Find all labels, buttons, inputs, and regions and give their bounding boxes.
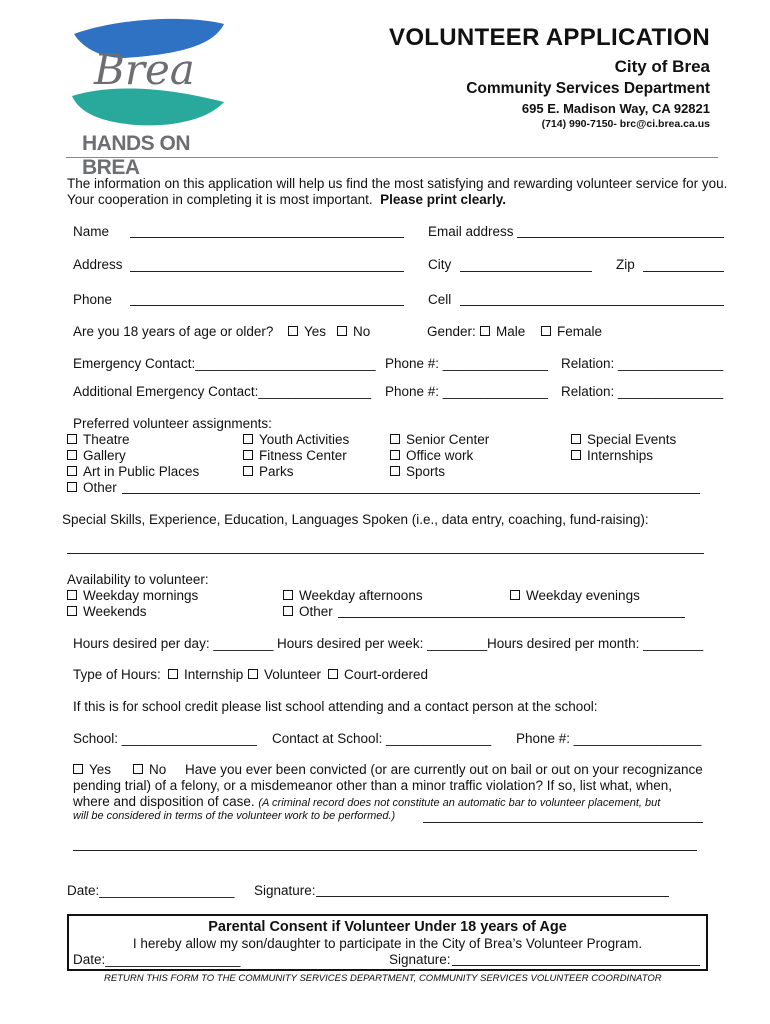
checkbox-icon[interactable] [133,764,143,774]
assignment-label: Parks [259,464,294,479]
checkbox-icon[interactable] [283,606,293,616]
cell-label: Cell [428,292,452,307]
additional-relation-field[interactable]: Relation: ______________ [561,384,724,399]
checkbox-icon[interactable] [571,434,581,444]
checkbox-icon[interactable] [337,326,347,336]
hours-per-day-field[interactable]: Hours desired per day: ________ [73,636,274,651]
checkbox-icon[interactable] [283,590,293,600]
hands-on-brea-logo [64,14,234,179]
avail-weekday-afternoons[interactable] [283,588,423,603]
assignment-label: Gallery [83,448,126,463]
conviction-yes-label: Yes [89,762,112,777]
checkbox-icon[interactable] [243,466,253,476]
department-name: Community Services Department [466,80,710,97]
checkbox-icon[interactable] [248,669,258,679]
assignment-sports[interactable] [390,464,445,479]
conviction-note-2: will be considered in terms of the volunteer work to be performed.) [73,810,396,822]
type-label: Court-ordered [344,667,429,682]
phone-field[interactable] [130,305,404,306]
checkbox-icon[interactable] [67,482,77,492]
assignment-internships[interactable] [571,448,653,463]
emergency-relation-field[interactable]: Relation: ______________ [561,356,724,371]
type-of-hours-label: Type of Hours: [73,667,161,682]
assignment-label: Other [83,480,117,495]
avail-weekday-evenings[interactable] [510,588,640,603]
hours-per-month-field[interactable]: Hours desired per month: ________ [487,636,704,651]
type-internship[interactable] [168,667,243,682]
school-credit-question: If this is for school credit please list school attending and a contact person at the school: [73,699,598,714]
hands-logo-icon [64,14,234,134]
age-yes-label: Yes [304,324,327,339]
assignment-youth[interactable] [243,432,349,447]
assignment-label: Special Events [587,432,677,447]
assignment-fitness[interactable] [243,448,347,463]
emergency-phone-field[interactable]: Phone #: ______________ [385,356,548,371]
hours-per-week-field[interactable]: Hours desired per week: ________ [277,636,488,651]
assignment-label: Theatre [83,432,130,447]
assignment-art[interactable] [67,464,199,479]
assignment-label: Youth Activities [259,432,350,447]
age-question: Are you 18 years of age or older? [73,324,274,339]
assignment-label: Sports [406,464,446,479]
address-label: Address [73,257,123,272]
conviction-question-2: pending trial) of a felony, or a misdemeanor other than a minor traffic violation? If so, list what, when, [73,778,673,793]
svg-text:Brea: Brea [94,45,195,94]
conviction-details-field[interactable] [73,850,697,851]
checkbox-icon[interactable] [67,466,77,476]
assignment-parks[interactable] [243,464,294,479]
additional-phone-field[interactable]: Phone #: ______________ [385,384,548,399]
checkbox-icon[interactable] [243,450,253,460]
assignment-other[interactable] [67,480,117,495]
assignment-label: Senior Center [406,432,490,447]
checkbox-icon[interactable] [73,764,83,774]
assignment-other-field[interactable] [122,493,700,494]
availability-label: Weekends [83,604,147,619]
checkbox-icon[interactable] [243,434,253,444]
type-volunteer[interactable] [248,667,321,682]
city-field[interactable] [460,271,592,272]
signature-field[interactable] [316,896,669,897]
parental-consent-text: I hereby allow my son/daughter to participate in the City of Brea’s Volunteer Program. [132,936,643,951]
age-no-option[interactable] [337,324,370,339]
assignment-gallery[interactable] [67,448,126,463]
type-court-ordered[interactable] [328,667,428,682]
gender-label: Gender: [427,324,476,339]
intro-line-2-bold: Please print clearly. [380,192,506,207]
city-name: City of Brea [614,57,710,76]
logo-tagline: HANDS ON BREA [82,132,191,179]
intro-line-2 [67,192,506,207]
assignment-theatre[interactable] [67,432,130,447]
parental-signature-label: Signature: [389,952,451,967]
emergency-contact-field[interactable]: Emergency Contact:________________________ [73,356,376,371]
department-address: 695 E. Madison Way, CA 92821 [521,101,710,116]
availability-label: Other [299,604,333,619]
checkbox-icon[interactable] [510,590,520,600]
assignments-heading: Preferred volunteer assignments: [73,416,272,431]
name-field[interactable] [130,237,404,238]
assignment-special-events[interactable] [571,432,676,447]
footer-note: RETURN THIS FORM TO THE COMMUNITY SERVICES DEPARTMENT, COMMUNITY SERVICES VOLUNTEER COORDINATOR [104,973,662,984]
department-contact: (714) 990-7150- brc@ci.brea.ca.us [541,118,710,130]
avail-other-field[interactable] [338,617,685,618]
assignment-office[interactable] [390,448,473,463]
assignment-label: Internships [587,448,654,463]
phone-label: Phone [73,292,113,307]
school-contact-field[interactable]: Contact at School: ______________ [272,731,492,746]
intro-line-1: The information on this application will help us find the most satisfying and rewarding volunteer service for you. [67,176,728,191]
availability-label: Weekday mornings [83,588,199,603]
type-label: Internship [184,667,244,682]
availability-label: Weekday afternoons [299,588,423,603]
skills-field[interactable] [67,553,704,554]
age-yes-option[interactable] [288,324,326,339]
signature-label: Signature: [254,883,316,898]
checkbox-icon[interactable] [390,450,400,460]
checkbox-icon[interactable] [168,669,178,679]
email-label: Email address [428,224,514,239]
checkbox-icon[interactable] [67,590,77,600]
checkbox-icon[interactable] [541,326,551,336]
intro-line-2-text: Your cooperation in completing it is most important. [67,192,373,207]
checkbox-icon[interactable] [571,450,581,460]
additional-emergency-field[interactable]: Additional Emergency Contact:_______________ [73,384,371,399]
gender-male-label: Male [496,324,526,339]
school-field[interactable]: School: __________________ [73,731,257,746]
availability-heading: Availability to volunteer: [67,572,209,587]
date-field[interactable]: Date:__________________ [67,883,235,898]
school-phone-field[interactable]: Phone #: _________________ [516,731,702,746]
parental-date-field[interactable]: Date:__________________ [73,952,241,967]
assignment-label: Office work [406,448,474,463]
assignment-label: Art in Public Places [83,464,200,479]
checkbox-icon[interactable] [328,669,338,679]
assignment-senior[interactable] [390,432,489,447]
zip-field[interactable] [643,271,724,272]
checkbox-icon[interactable] [288,326,298,336]
assignment-label: Fitness Center [259,448,347,463]
avail-weekends[interactable] [67,604,147,619]
checkbox-icon[interactable] [390,466,400,476]
type-label: Volunteer [264,667,322,682]
name-label: Name [73,224,110,239]
checkbox-icon[interactable] [67,450,77,460]
gender-male-option[interactable] [480,324,525,339]
conviction-no-label: No [149,762,167,777]
conviction-q3-text: where and disposition of case. [73,794,255,809]
gender-female-option[interactable] [541,324,602,339]
city-label: City [428,257,452,272]
gender-female-label: Female [557,324,603,339]
checkbox-icon[interactable] [390,434,400,444]
avail-other[interactable] [283,604,333,619]
address-field[interactable] [130,271,404,272]
conviction-note-1: (A criminal record does not constitute an automatic bar to volunteer placement, but [258,797,661,809]
conviction-yes-option[interactable] [73,762,111,777]
conviction-no-option[interactable] [133,762,166,777]
skills-label: Special Skills, Experience, Education, Languages Spoken (i.e., data entry, coaching, fund-raising): [62,512,649,527]
avail-weekday-mornings[interactable] [67,588,198,603]
email-field[interactable] [517,237,724,238]
age-no-label: No [353,324,371,339]
checkbox-icon[interactable] [67,606,77,616]
availability-label: Weekday evenings [526,588,640,603]
conviction-note-line[interactable] [423,822,703,823]
checkbox-icon[interactable] [480,326,490,336]
conviction-question-1: Have you ever been convicted (or are currently out on bail or out on your recognizance [185,762,703,777]
cell-field[interactable] [460,305,724,306]
page-title: VOLUNTEER APPLICATION [389,24,710,51]
parental-signature-field[interactable] [452,965,700,966]
conviction-question-3 [73,794,660,809]
checkbox-icon[interactable] [67,434,77,444]
header-divider [66,157,718,158]
zip-label: Zip [616,257,635,272]
parental-consent-title: Parental Consent if Volunteer Under 18 years of Age [208,919,567,935]
